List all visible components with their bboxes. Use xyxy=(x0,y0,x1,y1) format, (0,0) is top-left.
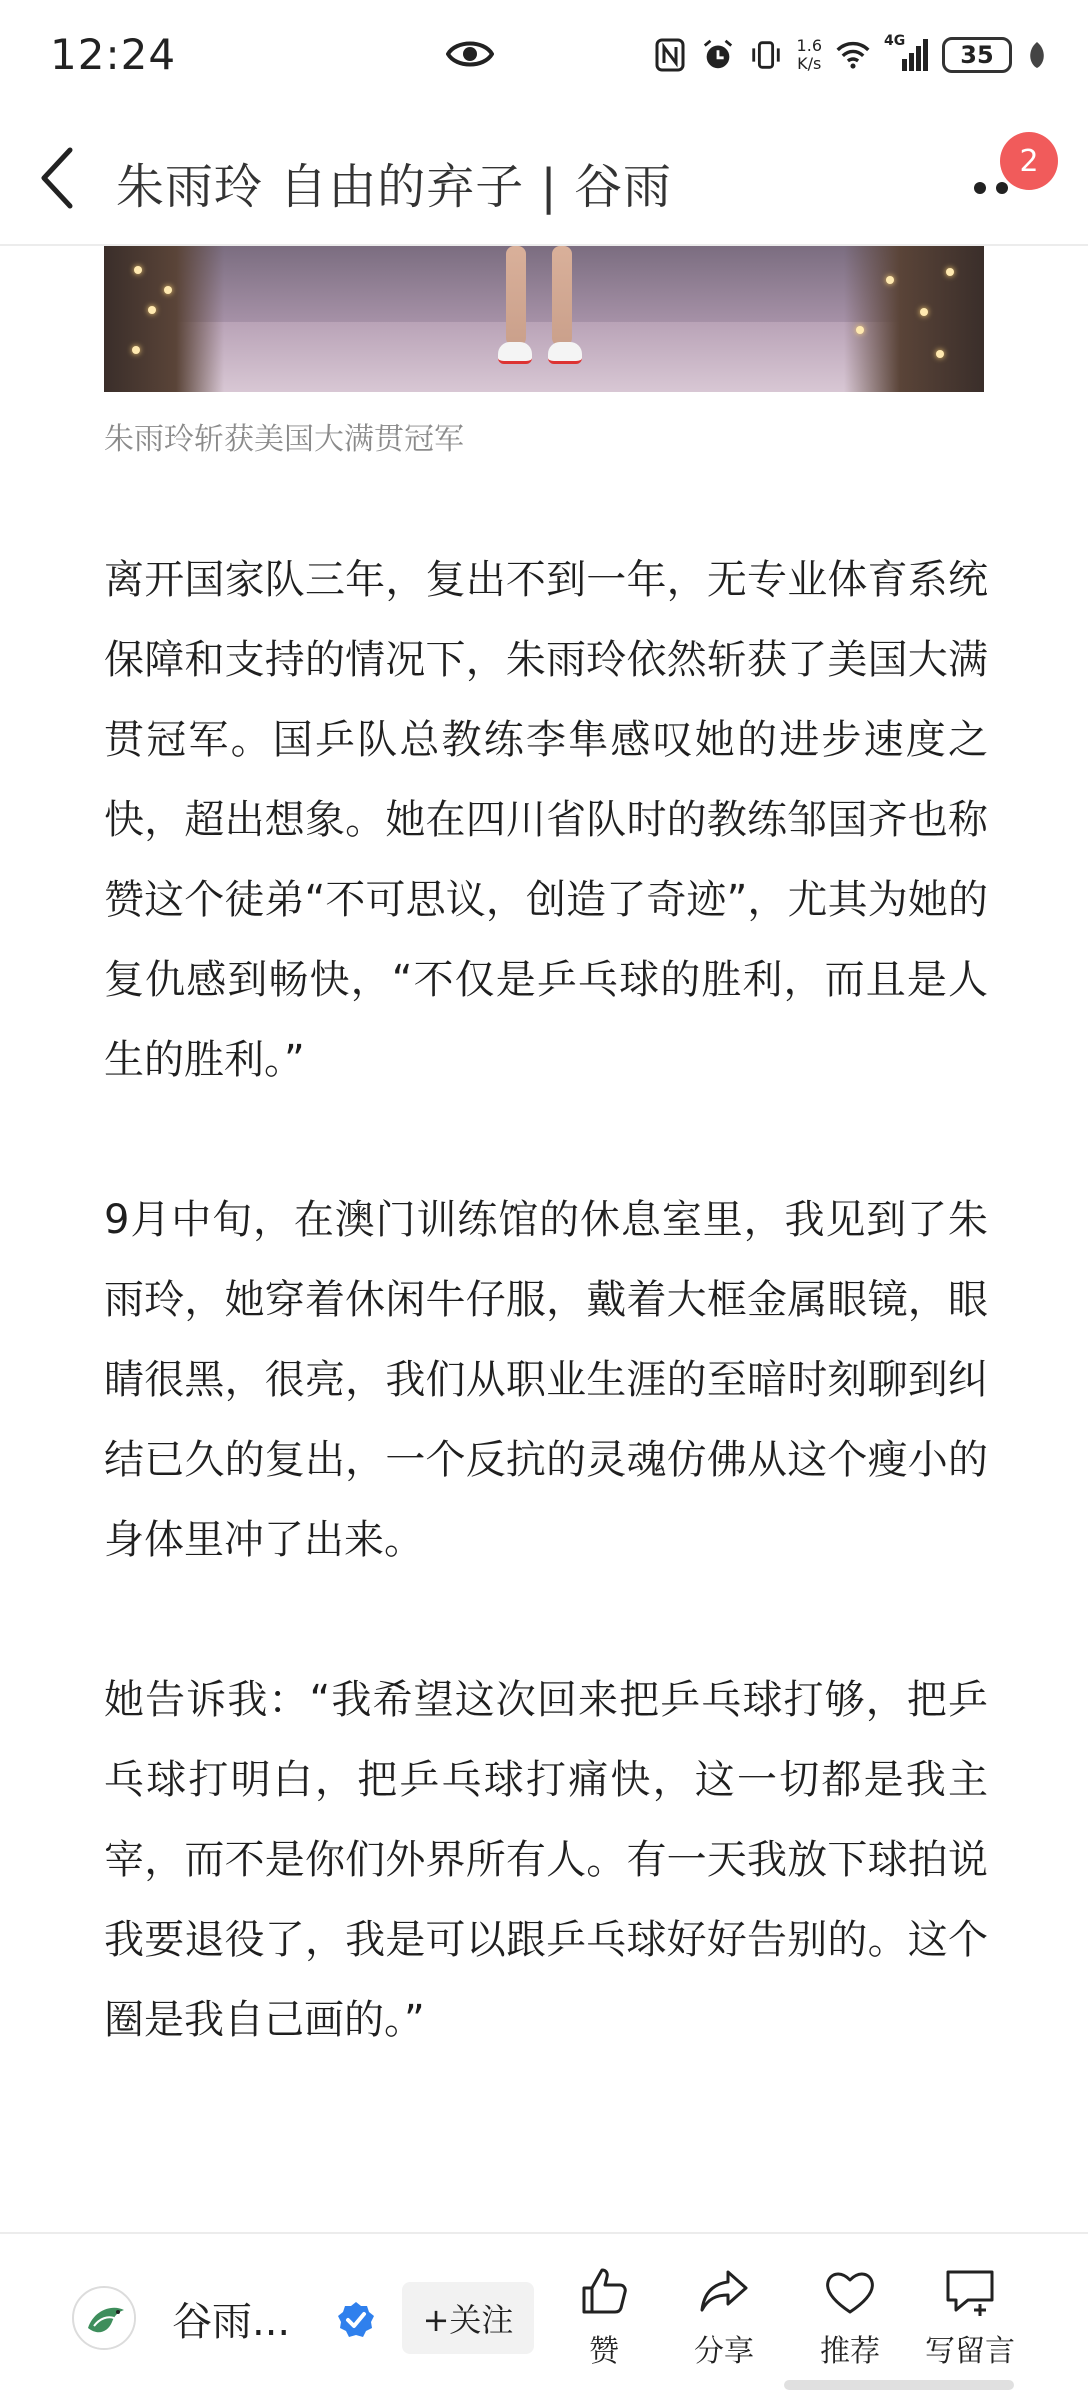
light-dot xyxy=(164,286,172,294)
player-shoe-right xyxy=(548,342,582,364)
comment-label: 写留言 xyxy=(925,2334,1015,2369)
bird-logo-icon xyxy=(74,2288,136,2350)
light-dot xyxy=(886,276,894,284)
light-dot xyxy=(148,306,156,314)
follow-button[interactable]: +关注 xyxy=(402,2282,534,2354)
article-paragraph: 离开国家队三年，复出不到一年，无专业体育系统保障和支持的情况下，朱雨玲依然斩获了美国大满贯冠军。国乒队总教练李隼感叹她的进步速度之快，超出想象。她在四川省队时的教练邹国齐也称赞这个徒弟“不可思议，创造了奇迹”，尤其为她的复仇感到畅快，“不仅是乒乓球的胜利，而且是人生的胜利。” xyxy=(104,557,988,1083)
wifi-icon xyxy=(836,35,870,75)
author-name[interactable]: 谷雨... xyxy=(172,2299,291,2345)
net-speed-unit: K/s xyxy=(797,54,822,73)
bottom-action-bar xyxy=(0,2232,1088,2400)
share-button[interactable] xyxy=(674,2264,774,2374)
light-dot xyxy=(856,326,864,334)
alarm-icon xyxy=(701,35,735,75)
comment-icon xyxy=(942,2264,998,2320)
battery-level: 35 xyxy=(960,41,994,69)
status-time: 12:24 xyxy=(50,30,177,79)
share-label: 分享 xyxy=(694,2334,754,2369)
comment-button[interactable] xyxy=(920,2264,1020,2374)
stage-lights-left xyxy=(104,246,224,392)
chevron-left-icon xyxy=(30,140,90,216)
net-speed-value: 1.6 xyxy=(796,36,822,55)
vibrate-icon xyxy=(749,35,783,75)
player-leg-left xyxy=(506,246,526,346)
thumbs-up-icon xyxy=(576,2264,632,2320)
back-button[interactable] xyxy=(30,140,90,216)
author-avatar[interactable] xyxy=(72,2286,136,2350)
article-paragraph: 她告诉我：“我希望这次回来把乒乓球打够，把乒乓球打明白，把乒乓球打痛快，这一切都是我主宰，而不是你们外界所有人。有一天我放下球拍说我要退役了，我是可以跟乒乓球好好告别的。这个圈是我自己画的。” xyxy=(104,1677,988,2043)
cellular-signal-icon xyxy=(884,35,928,75)
article-body xyxy=(104,540,988,2140)
stage-lights-right xyxy=(844,246,984,392)
eye-icon xyxy=(446,36,494,72)
like-label: 赞 xyxy=(589,2334,619,2369)
like-button[interactable] xyxy=(554,2264,654,2374)
nfc-icon xyxy=(653,35,687,75)
home-indicator[interactable] xyxy=(784,2380,1014,2390)
page-title: 朱雨玲 自由的弃子 | 谷雨 xyxy=(116,159,672,215)
battery-indicator xyxy=(942,37,1012,73)
image-caption: 朱雨玲斩获美国大满贯冠军 xyxy=(104,422,464,457)
recommend-button[interactable] xyxy=(800,2264,900,2374)
status-icons xyxy=(653,30,1048,80)
verified-badge-icon xyxy=(336,2300,376,2340)
article-hero-image[interactable] xyxy=(104,246,984,392)
leaf-icon xyxy=(1026,35,1048,75)
light-dot xyxy=(936,350,944,358)
player-leg-right xyxy=(552,246,572,346)
light-dot xyxy=(134,266,142,274)
player-shoe-left xyxy=(498,342,532,364)
share-icon xyxy=(696,2264,752,2320)
article-nav-bar xyxy=(0,110,1088,246)
notification-badge[interactable]: 2 xyxy=(1000,132,1058,190)
recommend-label: 推荐 xyxy=(820,2334,880,2369)
status-bar xyxy=(0,0,1088,110)
network-speed xyxy=(797,37,822,73)
light-dot xyxy=(132,346,140,354)
light-dot xyxy=(946,268,954,276)
article-paragraph: 9月中旬，在澳门训练馆的休息室里，我见到了朱雨玲，她穿着休闲牛仔服，戴着大框金属眼镜，眼睛很黑，很亮，我们从职业生涯的至暗时刻聊到纠结已久的复出，一个反抗的灵魂仿佛从这个瘦小的身体里冲了出来。 xyxy=(104,1197,988,1563)
light-dot xyxy=(920,308,928,316)
network-type: 4G xyxy=(884,33,906,49)
heart-icon xyxy=(822,2264,878,2320)
